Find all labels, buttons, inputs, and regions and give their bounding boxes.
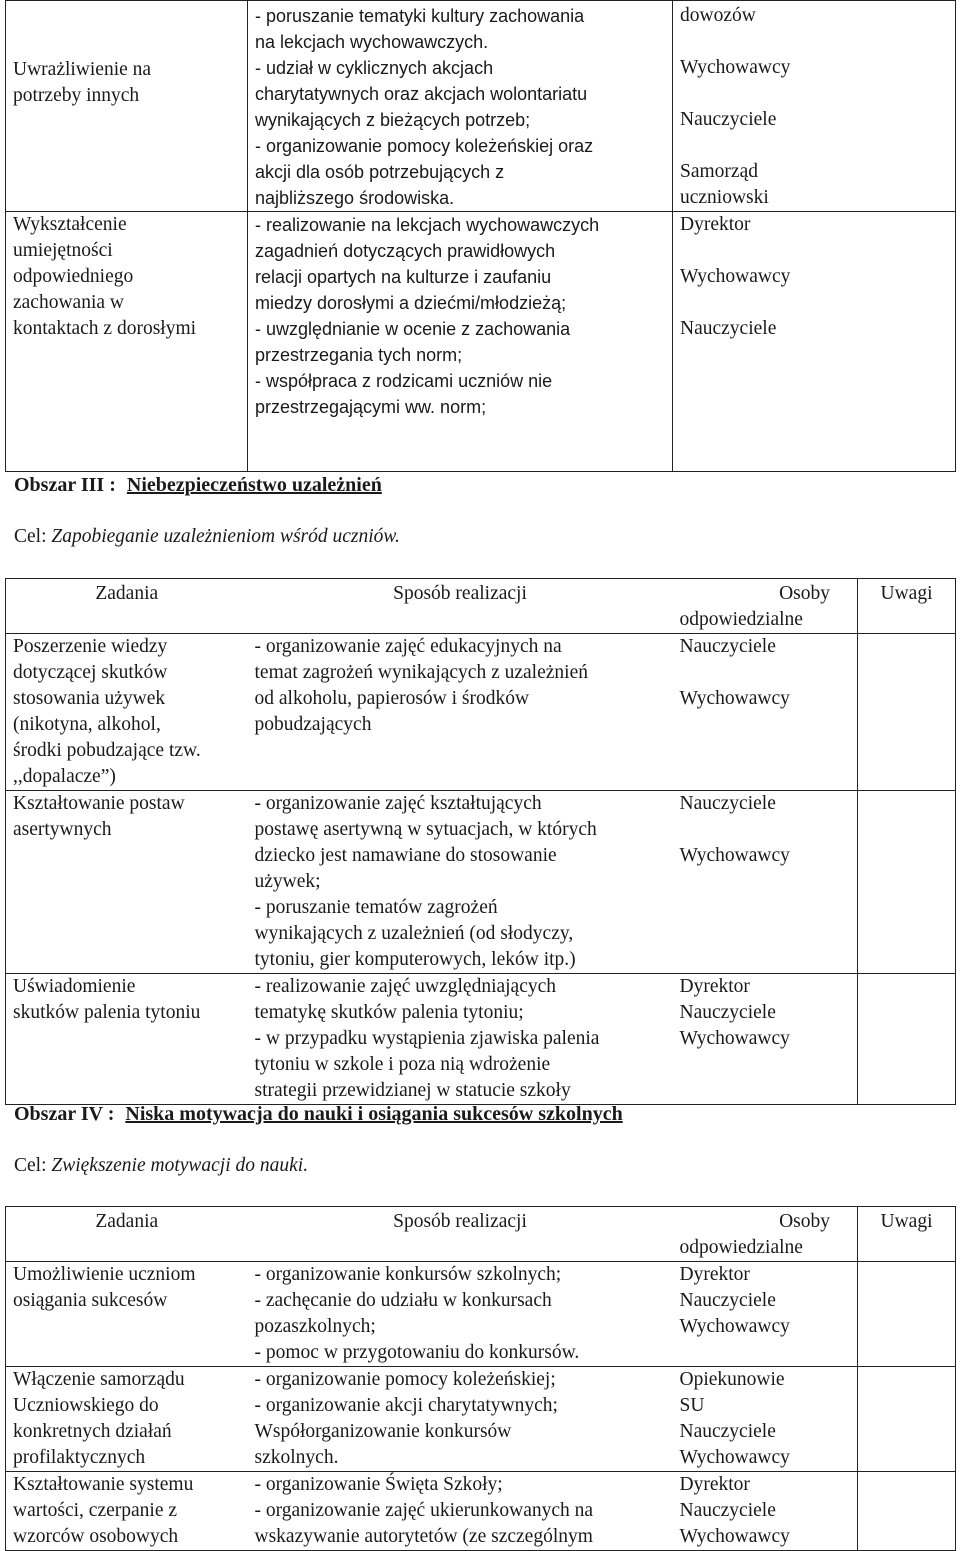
header-notes: Uwagi	[858, 579, 956, 634]
task-line: Kształtowanie postaw	[13, 793, 185, 814]
person-line: Dyrektor	[679, 1264, 750, 1285]
persons-cell	[673, 1, 956, 212]
task-line: osiągania sukcesów	[13, 1290, 168, 1311]
method-line: - organizowanie zajęć edukacyjnych na	[254, 636, 562, 657]
task-line: kontaktach z dorosłymi	[13, 318, 197, 339]
method-line: postawę asertywną w sytuacjach, w których	[254, 819, 597, 840]
method-cell	[248, 212, 673, 472]
section4-heading	[14, 1103, 623, 1126]
method-line: tematykę skutków palenia tytoniu;	[254, 1002, 524, 1023]
task-line: zachowania w	[13, 292, 124, 313]
person-line: Opiekunowie	[679, 1369, 785, 1390]
header-persons-1: Osoby	[779, 1211, 830, 1232]
method-line: zagadnień dotyczących prawidłowych	[255, 241, 556, 261]
person-line: Samorząd	[680, 161, 758, 182]
method-cell	[248, 1, 673, 212]
task-line: Kształtowanie systemu	[13, 1474, 194, 1495]
persons-cell	[673, 791, 858, 974]
goal-text: Zapobieganie uzależnieniom wśród uczniów.	[51, 526, 400, 547]
method-line: relacji opartych na kulturze i zaufaniu	[255, 267, 552, 287]
section3-heading	[14, 474, 382, 497]
method-line: od alkoholu, papierosów i środków	[254, 688, 530, 709]
method-line: - realizowanie zajęć uwzględniających	[254, 976, 557, 997]
task-cell	[6, 1367, 248, 1472]
goal-label: Cel:	[14, 526, 47, 547]
task-line: profilaktycznych	[13, 1447, 146, 1468]
notes-cell	[858, 1262, 956, 1367]
person-line: Wychowawcy	[679, 1447, 790, 1468]
method-line: - organizowanie Święta Szkoły;	[254, 1474, 503, 1495]
method-line: - pomoc w przygotowaniu do konkursów.	[254, 1342, 580, 1363]
task-line: środki pobudzające tzw.	[13, 740, 201, 761]
header-tasks: Zadania	[6, 579, 248, 634]
section4-goal	[14, 1155, 308, 1177]
table-row	[6, 791, 956, 974]
section3-label: Obszar III :	[14, 474, 116, 496]
method-line: - w przypadku wystąpienia zjawiska palenia	[254, 1028, 600, 1049]
section3-title: Niebezpieczeństwo uzależnień	[126, 474, 382, 496]
table-row	[6, 1472, 956, 1551]
method-line: akcji dla osób potrzebujących z	[255, 162, 505, 182]
method-line: - organizowanie pomocy koleżeńskiej;	[254, 1369, 556, 1390]
person-line: dowozów	[680, 5, 756, 26]
task-line: potrzeby innych	[13, 85, 140, 106]
method-line: - organizowanie zajęć ukierunkowanych na	[254, 1500, 594, 1521]
method-line: tytoniu, gier komputerowych, leków itp.)	[254, 949, 576, 970]
table-row	[6, 974, 956, 1105]
person-line: Nauczyciele	[680, 318, 777, 339]
task-line: Poszerzenie wiedzy	[13, 636, 168, 657]
method-line: wskazywanie autorytetów (ze szczególnym	[254, 1526, 593, 1547]
persons-cell	[673, 1367, 858, 1472]
table-row	[6, 634, 956, 791]
method-cell	[248, 1367, 673, 1472]
goal-text: Zwiększenie motywacji do nauki.	[51, 1155, 309, 1176]
method-line: - poruszanie tematyki kultury zachowania	[255, 6, 585, 26]
method-cell	[248, 974, 673, 1105]
person-line: Nauczyciele	[679, 1290, 776, 1311]
table-row	[6, 1, 956, 212]
task-cell	[6, 791, 248, 974]
top-table	[5, 0, 956, 472]
persons-cell	[673, 634, 858, 791]
method-cell	[248, 1472, 673, 1551]
person-line: Dyrektor	[679, 976, 750, 997]
header-row	[6, 579, 956, 634]
person-line: Wychowawcy	[679, 845, 790, 866]
task-cell	[6, 634, 248, 791]
method-line: strategii przewidzianej w statucie szkoły	[254, 1080, 571, 1101]
task-line: Umożliwienie uczniom	[13, 1264, 196, 1285]
task-line: stosowania używek	[13, 688, 166, 709]
person-line: SU	[679, 1395, 705, 1416]
header-notes: Uwagi	[858, 1207, 956, 1262]
header-row	[6, 1207, 956, 1262]
method-line: wynikających z bieżących potrzeb;	[255, 110, 531, 130]
person-line: Wychowawcy	[679, 1316, 790, 1337]
header-persons	[673, 1207, 858, 1262]
header-persons-2: odpowiedzialne	[679, 609, 803, 630]
person-line: Nauczyciele	[679, 1002, 776, 1023]
task-cell	[6, 1, 248, 212]
task-line: Uświadomienie	[13, 976, 136, 997]
person-line: Wychowawcy	[680, 57, 791, 78]
goal-label: Cel:	[14, 1155, 47, 1176]
task-line: umiejętności	[13, 240, 113, 261]
method-line: przestrzegania tych norm;	[255, 345, 463, 365]
method-cell	[248, 634, 673, 791]
persons-cell	[673, 1472, 858, 1551]
persons-cell	[673, 974, 858, 1105]
notes-cell	[858, 634, 956, 791]
task-line: (nikotyna, alkohol,	[13, 714, 161, 735]
person-line: Nauczyciele	[679, 1421, 776, 1442]
section4-title: Niska motywacja do nauki i osiągania sukcesów szkolnych	[125, 1103, 623, 1125]
method-line: przestrzegającymi ww. norm;	[255, 397, 487, 417]
task-line: Wykształcenie	[13, 214, 127, 235]
person-line: Nauczyciele	[679, 1500, 776, 1521]
person-line: Dyrektor	[680, 214, 751, 235]
persons-cell	[673, 212, 956, 472]
person-line: Dyrektor	[679, 1474, 750, 1495]
method-line: - zachęcanie do udziału w konkursach	[254, 1290, 552, 1311]
method-line: szkolnych.	[254, 1447, 339, 1468]
header-method: Sposób realizacji	[248, 1207, 673, 1262]
method-line: - organizowanie pomocy koleżeńskiej oraz	[255, 136, 594, 156]
header-persons	[673, 579, 858, 634]
task-line: dotyczącej skutków	[13, 662, 168, 683]
method-line: - poruszanie tematów zagrożeń	[254, 897, 498, 918]
person-line: Wychowawcy	[680, 266, 791, 287]
notes-cell	[858, 974, 956, 1105]
section3-table	[5, 578, 956, 1105]
person-line: Wychowawcy	[679, 688, 790, 709]
method-line: - uwzględnianie w ocenie z zachowania	[255, 319, 571, 339]
task-cell	[6, 212, 248, 472]
method-line: - organizowanie akcji charytatywnych;	[254, 1395, 558, 1416]
method-line: temat zagrożeń wynikających z uzależnień	[254, 662, 588, 683]
method-line: - organizowanie zajęć kształtujących	[254, 793, 542, 814]
person-line: Wychowawcy	[679, 1526, 790, 1547]
task-line: odpowiedniego	[13, 266, 134, 287]
task-line: wartości, czerpanie z	[13, 1500, 178, 1521]
person-line: Nauczyciele	[679, 636, 776, 657]
section4-label: Obszar IV :	[14, 1103, 115, 1125]
method-line: miedzy dorosłymi a dziećmi/młodzieżą;	[255, 293, 567, 313]
method-line: - realizowanie na lekcjach wychowawczych	[255, 215, 600, 235]
notes-cell	[858, 1367, 956, 1472]
method-line: pobudzających	[254, 714, 372, 735]
task-line: Uwrażliwienie na	[13, 59, 152, 80]
header-persons-2: odpowiedzialne	[679, 1237, 803, 1258]
method-line: pozaszkolnych;	[254, 1316, 376, 1337]
notes-cell	[858, 791, 956, 974]
notes-cell	[858, 1472, 956, 1551]
task-line: ,,dopalacze”)	[13, 766, 116, 787]
person-line: Wychowawcy	[679, 1028, 790, 1049]
task-line: Uczniowskiego do	[13, 1395, 159, 1416]
method-line: na lekcjach wychowawczych.	[255, 32, 489, 52]
table-row	[6, 1262, 956, 1367]
task-line: Włączenie samorządu	[13, 1369, 185, 1390]
method-line: wynikających z uzależnień (od słodyczy,	[254, 923, 574, 944]
method-line: charytatywnych oraz akcjach wolontariatu	[255, 84, 588, 104]
person-line: Nauczyciele	[679, 793, 776, 814]
method-cell	[248, 1262, 673, 1367]
table-row	[6, 1367, 956, 1472]
task-line: wzorców osobowych	[13, 1526, 179, 1547]
task-line: skutków palenia tytoniu	[13, 1002, 201, 1023]
table-row	[6, 212, 956, 472]
header-method: Sposób realizacji	[248, 579, 673, 634]
task-cell	[6, 1472, 248, 1551]
persons-cell	[673, 1262, 858, 1367]
method-line: najbliższego środowiska.	[255, 188, 455, 208]
section3-goal	[14, 526, 400, 548]
header-tasks: Zadania	[6, 1207, 248, 1262]
method-line: - organizowanie konkursów szkolnych;	[254, 1264, 562, 1285]
method-line: dziecko jest namawiane do stosowanie	[254, 845, 557, 866]
task-line: asertywnych	[13, 819, 112, 840]
method-line: Współorganizowanie konkursów	[254, 1421, 512, 1442]
method-line: używek;	[254, 871, 321, 892]
method-line: - udział w cyklicznych akcjach	[255, 58, 494, 78]
task-cell	[6, 974, 248, 1105]
method-line: - współpraca z rodzicami uczniów nie	[255, 371, 553, 391]
method-line: tytoniu w szkole i poza nią wdrożenie	[254, 1054, 551, 1075]
header-persons-1: Osoby	[779, 583, 830, 604]
task-cell	[6, 1262, 248, 1367]
task-line: konkretnych działań	[13, 1421, 172, 1442]
section4-table	[5, 1206, 956, 1551]
method-cell	[248, 791, 673, 974]
person-line: Nauczyciele	[680, 109, 777, 130]
person-line: uczniowski	[680, 187, 769, 208]
